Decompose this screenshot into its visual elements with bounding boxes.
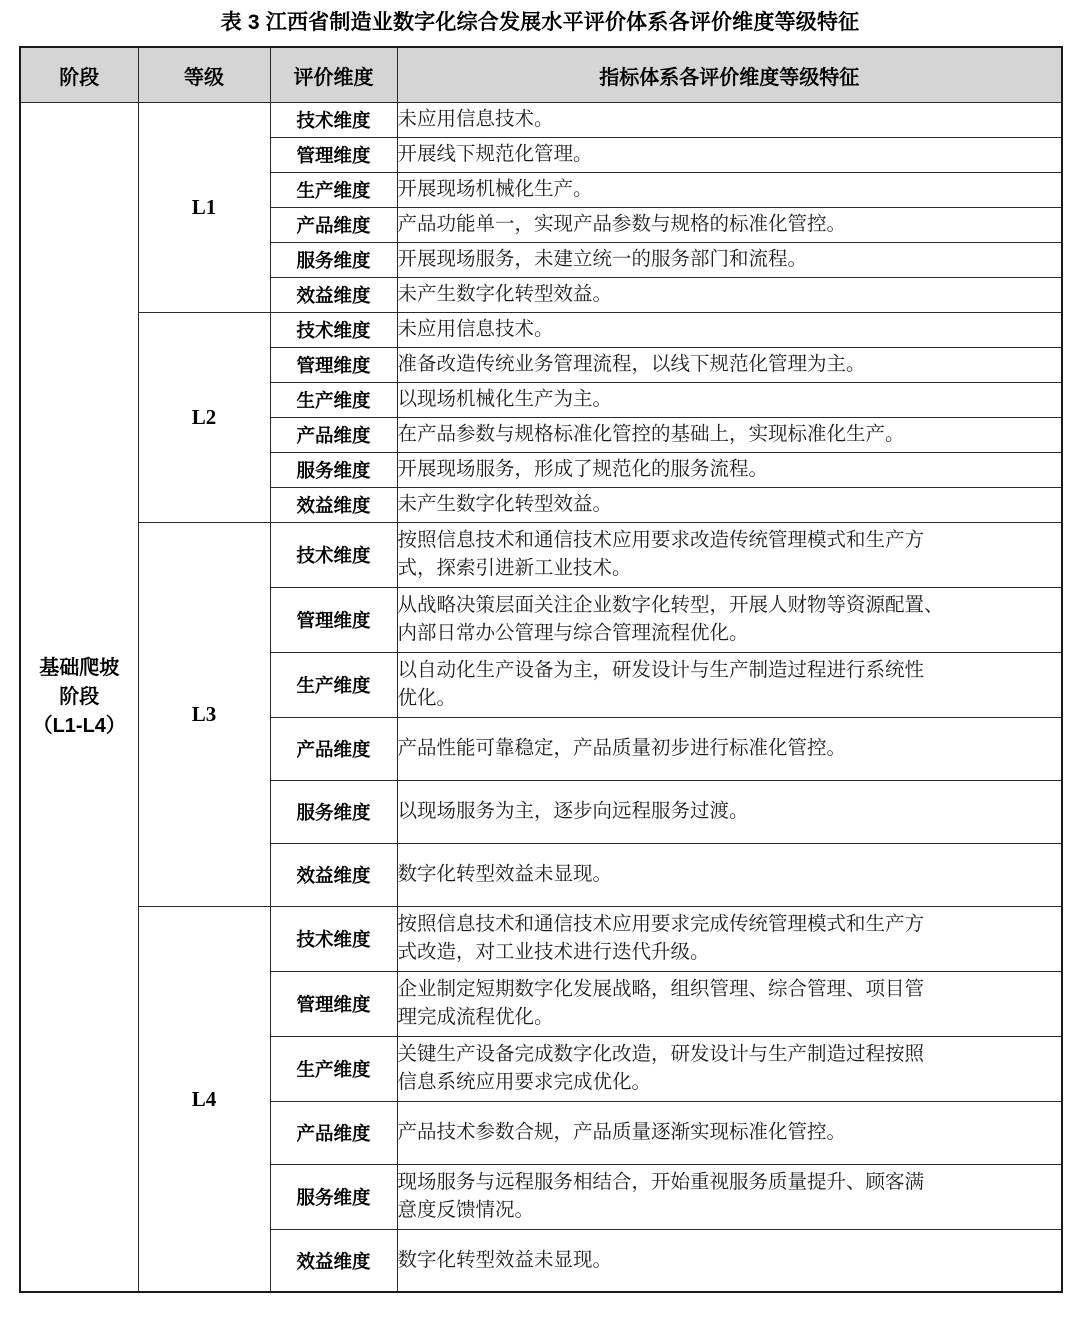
feature-line: 理完成流程优化。 xyxy=(397,1006,554,1028)
dimension-cell: 管理维度 xyxy=(270,347,397,382)
feature-cell xyxy=(397,971,1062,1036)
feature-line: 信息系统应用要求完成优化。 xyxy=(397,1071,652,1093)
dimension-cell: 生产维度 xyxy=(270,172,397,207)
feature-cell xyxy=(397,172,1062,207)
feature-line: 数字化转型效益未显现。 xyxy=(397,1249,613,1271)
feature-line: 未产生数字化转型效益。 xyxy=(397,493,613,515)
table-row xyxy=(20,522,1062,587)
dimension-cell: 管理维度 xyxy=(270,137,397,172)
feature-cell xyxy=(397,522,1062,587)
dimension-cell: 产品维度 xyxy=(270,417,397,452)
feature-cell xyxy=(397,347,1062,382)
feature-line: 式改造，对工业技术进行迭代升级。 xyxy=(397,941,710,963)
feature-line: 按照信息技术和通信技术应用要求改造传统管理模式和生产方 xyxy=(397,530,925,552)
feature-line: 优化。 xyxy=(397,687,457,709)
table-header xyxy=(20,47,1062,102)
feature-cell xyxy=(397,1036,1062,1101)
column-header-dimension: 评价维度 xyxy=(270,47,397,102)
feature-line: 未产生数字化转型效益。 xyxy=(397,283,613,305)
dimension-cell: 产品维度 xyxy=(270,207,397,242)
feature-line: 从战略决策层面关注企业数字化转型，开展人财物等资源配置、 xyxy=(397,595,944,617)
dimension-cell: 服务维度 xyxy=(270,452,397,487)
feature-cell xyxy=(397,843,1062,906)
feature-cell xyxy=(397,487,1062,522)
feature-line: 按照信息技术和通信技术应用要求完成传统管理模式和生产方 xyxy=(397,914,925,936)
table-row xyxy=(20,312,1062,347)
feature-line: 企业制定短期数字化发展战略，组织管理、综合管理、项目管 xyxy=(397,979,925,1001)
feature-line: 意度反馈情况。 xyxy=(397,1199,535,1221)
dimension-cell: 生产维度 xyxy=(270,1036,397,1101)
feature-cell xyxy=(397,1101,1062,1164)
dimension-cell: 技术维度 xyxy=(270,102,397,137)
feature-line: 未应用信息技术。 xyxy=(397,318,554,340)
feature-line: 产品技术参数合规，产品质量逐渐实现标准化管控。 xyxy=(397,1121,847,1143)
feature-cell xyxy=(397,652,1062,717)
feature-line: 以现场机械化生产为主。 xyxy=(397,388,613,410)
feature-line: 以自动化生产设备为主，研发设计与生产制造过程进行系统性 xyxy=(397,660,925,682)
dimension-cell: 生产维度 xyxy=(270,652,397,717)
stage-cell xyxy=(20,102,138,1292)
level-cell-l1: L1 xyxy=(138,102,270,312)
dimension-cell: 管理维度 xyxy=(270,587,397,652)
feature-cell xyxy=(397,452,1062,487)
dimension-cell: 服务维度 xyxy=(270,780,397,843)
feature-cell xyxy=(397,382,1062,417)
feature-line: 在产品参数与规格标准化管控的基础上，实现标准化生产。 xyxy=(397,423,905,445)
dimension-cell: 生产维度 xyxy=(270,382,397,417)
feature-line: 现场服务与远程服务相结合，开始重视服务质量提升、顾客满 xyxy=(397,1172,925,1194)
feature-cell xyxy=(397,906,1062,971)
dimension-cell: 技术维度 xyxy=(270,906,397,971)
feature-line: 以现场服务为主，逐步向远程服务过渡。 xyxy=(397,800,749,822)
dimension-cell: 服务维度 xyxy=(270,242,397,277)
dimension-cell: 效益维度 xyxy=(270,1229,397,1292)
feature-cell xyxy=(397,1164,1062,1229)
dimension-cell: 效益维度 xyxy=(270,843,397,906)
feature-cell xyxy=(397,717,1062,780)
feature-line: 开展现场服务，未建立统一的服务部门和流程。 xyxy=(397,248,808,270)
feature-cell xyxy=(397,417,1062,452)
header-row xyxy=(20,47,1062,102)
feature-cell xyxy=(397,242,1062,277)
feature-cell xyxy=(397,1229,1062,1292)
table-row xyxy=(20,906,1062,971)
table-row xyxy=(20,102,1062,137)
feature-line: 未应用信息技术。 xyxy=(397,108,554,130)
dimension-cell: 技术维度 xyxy=(270,522,397,587)
dimension-cell: 服务维度 xyxy=(270,1164,397,1229)
evaluation-dimension-table xyxy=(19,46,1063,1293)
stage-label-line: 基础爬坡 xyxy=(39,656,120,679)
level-cell-l4: L4 xyxy=(138,906,270,1292)
feature-line: 准备改造传统业务管理流程，以线下规范化管理为主。 xyxy=(397,353,866,375)
feature-line: 式，探索引进新工业技术。 xyxy=(397,557,632,579)
feature-line: 开展线下规范化管理。 xyxy=(397,143,593,165)
feature-line: 产品性能可靠稳定，产品质量初步进行标准化管控。 xyxy=(397,737,847,759)
feature-line: 开展现场机械化生产。 xyxy=(397,178,593,200)
column-header-level: 等级 xyxy=(138,47,270,102)
stage-label-line: 阶段 xyxy=(59,685,100,708)
feature-cell xyxy=(397,207,1062,242)
feature-line: 产品功能单一，实现产品参数与规格的标准化管控。 xyxy=(397,213,847,235)
feature-cell xyxy=(397,587,1062,652)
column-header-feature: 指标体系各评价维度等级特征 xyxy=(397,47,1062,102)
dimension-cell: 效益维度 xyxy=(270,277,397,312)
feature-line: 开展现场服务，形成了规范化的服务流程。 xyxy=(397,458,769,480)
feature-cell xyxy=(397,780,1062,843)
feature-cell xyxy=(397,277,1062,312)
dimension-cell: 产品维度 xyxy=(270,717,397,780)
feature-line: 数字化转型效益未显现。 xyxy=(397,863,613,885)
level-cell-l3: L3 xyxy=(138,522,270,906)
table-caption: 表 3 江西省制造业数字化综合发展水平评价体系各评价维度等级特征 xyxy=(220,11,860,34)
table-body xyxy=(20,102,1062,1292)
dimension-cell: 技术维度 xyxy=(270,312,397,347)
level-cell-l2: L2 xyxy=(138,312,270,522)
feature-line: 关键生产设备完成数字化改造，研发设计与生产制造过程按照 xyxy=(397,1044,925,1066)
stage-label-line: （L1-L4） xyxy=(32,714,126,737)
column-header-stage: 阶段 xyxy=(20,47,138,102)
feature-cell xyxy=(397,312,1062,347)
dimension-cell: 管理维度 xyxy=(270,971,397,1036)
feature-line: 内部日常办公管理与综合管理流程优化。 xyxy=(397,622,749,644)
dimension-cell: 效益维度 xyxy=(270,487,397,522)
feature-cell xyxy=(397,137,1062,172)
feature-cell xyxy=(397,102,1062,137)
dimension-cell: 产品维度 xyxy=(270,1101,397,1164)
